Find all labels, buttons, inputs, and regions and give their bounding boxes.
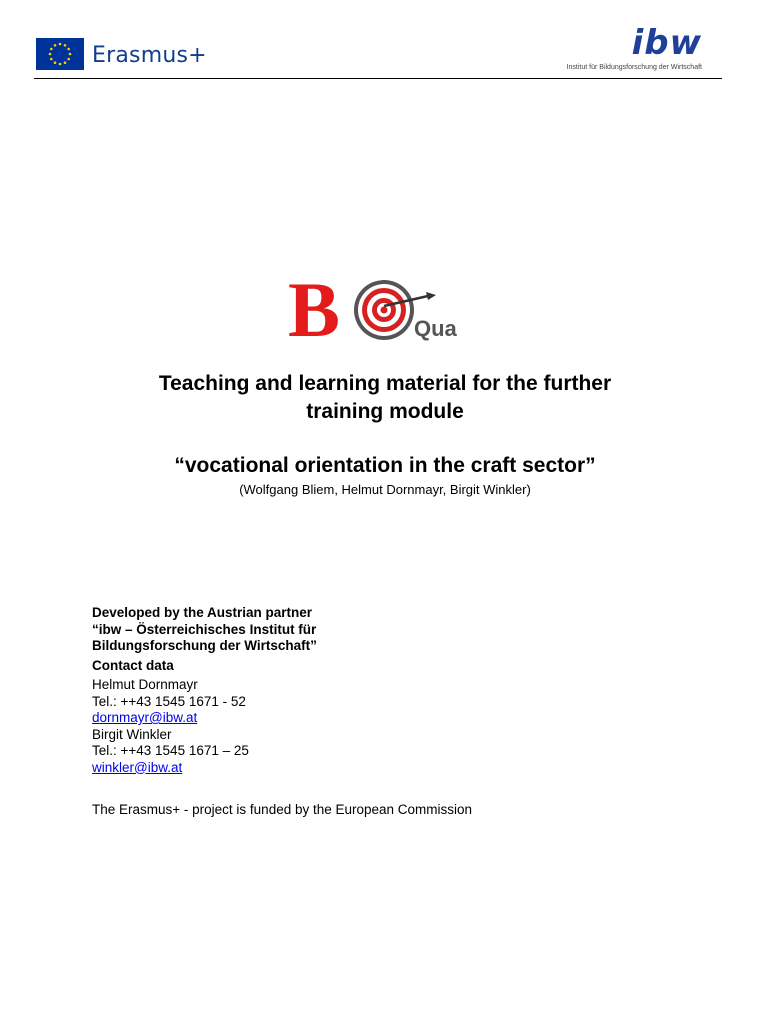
erasmus-wordmark: Erasmus+ (92, 43, 207, 68)
contact-phone: Tel.: ++43 1545 1671 - 52 (92, 693, 246, 709)
page-header (34, 24, 722, 79)
contact-heading: Contact data (92, 657, 174, 673)
contact-name: Birgit Winkler (92, 726, 172, 742)
authors: (Wolfgang Bliem, Helmut Dornmayr, Birgit Winkler) (239, 482, 531, 497)
ibw-wordmark: ibw (631, 23, 702, 63)
contact-email-link[interactable]: dornmayr@ibw.at (92, 710, 198, 725)
title-line-1: Teaching and learning material for the further (158, 372, 612, 395)
eu-flag-icon (36, 38, 84, 70)
contact-phone: Tel.: ++43 1545 1671 – 25 (92, 743, 249, 758)
erasmus-logo (36, 38, 207, 70)
partner-section (92, 605, 592, 819)
partner-line-2: “ibw – Österreichisches Institut für (92, 621, 317, 637)
funding-note: The Erasmus+ - project is funded by the European Commission (92, 802, 473, 817)
partner-line-3: Bildungsforschung der Wirtschaft” (92, 638, 317, 653)
document-title (0, 370, 770, 426)
ibw-subtitle: Institut für Bildungsforschung der Wirtschaft (566, 64, 702, 71)
contact-name: Helmut Dornmayr (92, 677, 198, 692)
boqua-logo (288, 270, 470, 350)
logo-letter: B (288, 270, 341, 350)
title-line-2: training module (306, 400, 464, 423)
ibw-logo (567, 24, 702, 71)
logo-suffix: Qua (414, 316, 457, 341)
contact-email-link[interactable]: winkler@ibw.at (92, 759, 183, 775)
partner-line-1: Developed by the Austrian partner (92, 605, 313, 620)
document-subtitle: “vocational orientation in the craft sector” (174, 454, 596, 477)
contact-list (92, 677, 592, 776)
